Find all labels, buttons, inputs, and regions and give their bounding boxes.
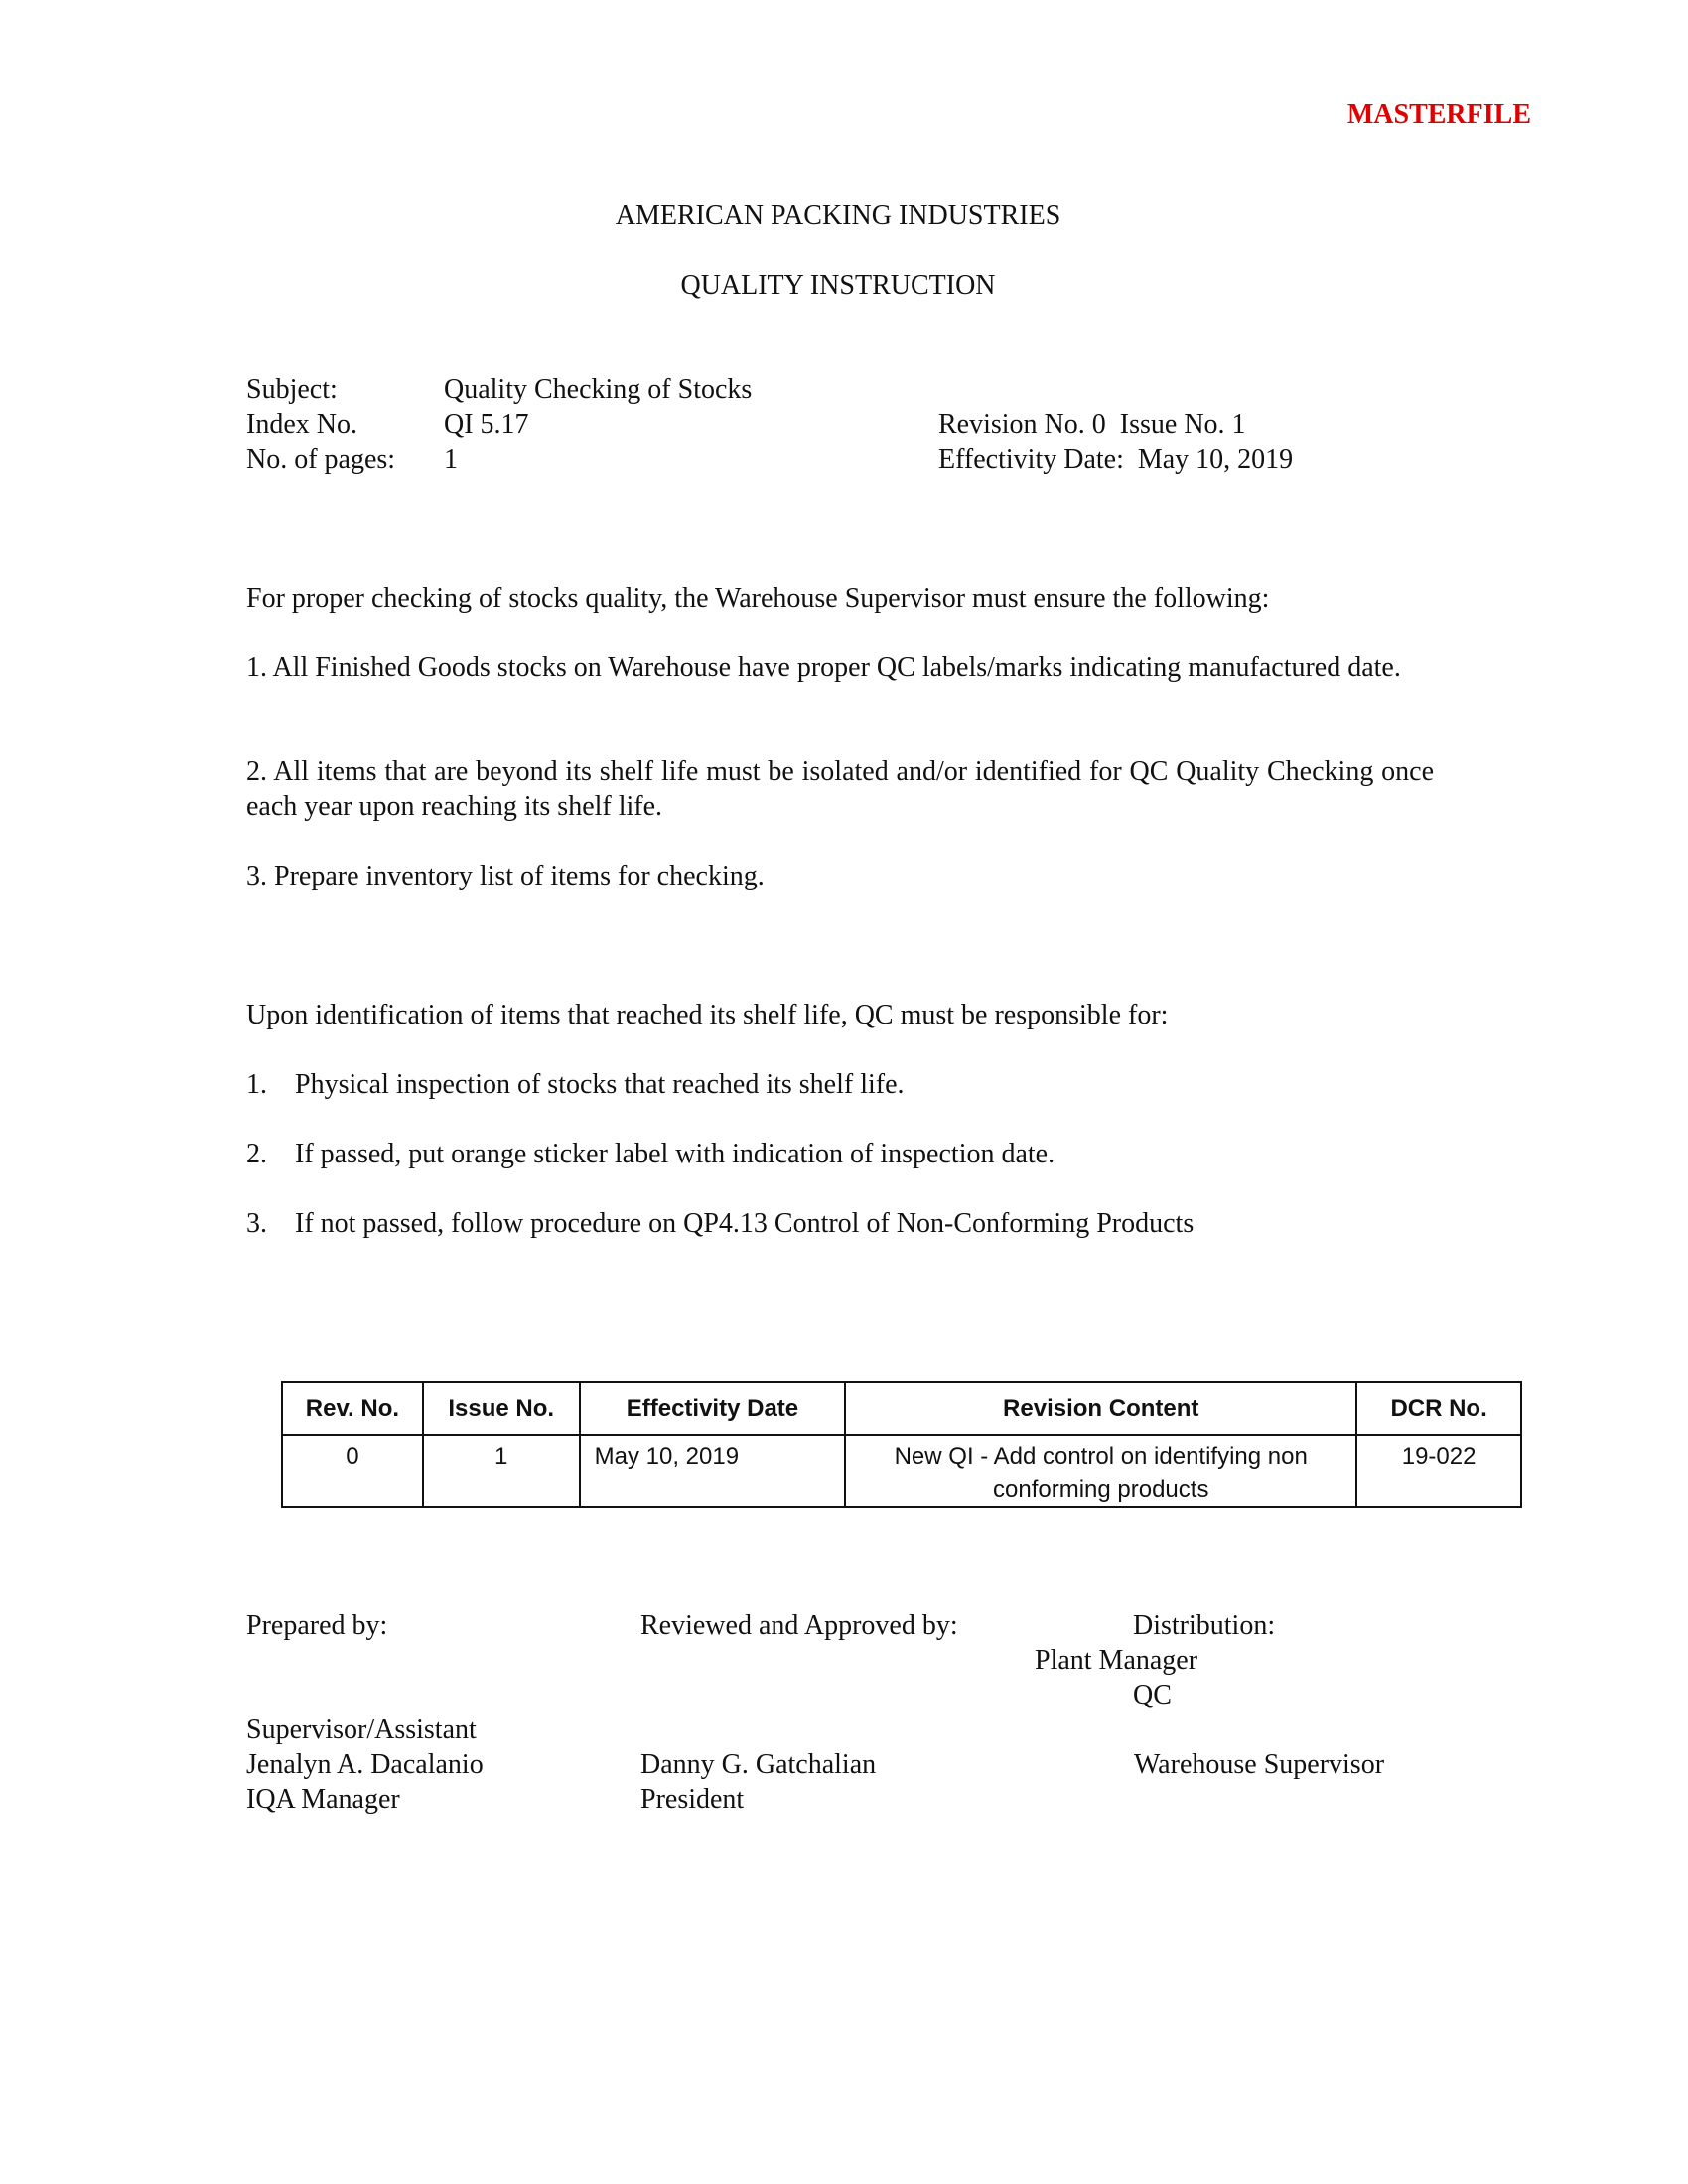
distribution-warehouse-supervisor: Warehouse Supervisor	[1134, 1749, 1385, 1780]
preparer-title: IQA Manager	[246, 1784, 400, 1815]
preparer-role-line: Supervisor/Assistant	[246, 1714, 477, 1745]
section1-intro: For proper checking of stocks quality, the Warehouse Supervisor must ensure the following:	[246, 583, 1270, 614]
section1-item-1: 1. All Finished Goods stocks on Warehouse have proper QC labels/marks indicating manufactured date.	[246, 652, 1401, 683]
pages-value: 1	[444, 444, 458, 475]
effectivity-date: Effectivity Date: May 10, 2019	[938, 444, 1294, 475]
section2-item-3-text: If not passed, follow procedure on QP4.13 Control of Non-Conforming Products	[295, 1208, 1195, 1239]
section1-item-2: 2. All items that are beyond its shelf life must be isolated and/or identified for QC Quality Checking once each year upon reaching its shelf life.	[246, 756, 1434, 822]
company-name: AMERICAN PACKING INDUSTRIES	[615, 201, 1061, 231]
reviewed-by-label: Reviewed and Approved by:	[640, 1610, 958, 1641]
cell-revision-content: New QI - Add control on identifying non conforming products	[845, 1435, 1356, 1507]
cell-effectivity-date: May 10, 2019	[580, 1435, 846, 1507]
revision-issue: Revision No. 0 Issue No. 1	[938, 409, 1246, 440]
approver-title: President	[640, 1784, 745, 1815]
index-label: Index No.	[246, 409, 357, 440]
prepared-by-label: Prepared by:	[246, 1610, 388, 1641]
distribution-label: Distribution:	[1133, 1610, 1276, 1641]
section1-item-3: 3. Prepare inventory list of items for checking.	[246, 861, 765, 891]
preparer-name: Jenalyn A. Dacalanio	[246, 1749, 484, 1780]
cell-issue-no: 1	[423, 1435, 580, 1507]
cell-rev-no: 0	[282, 1435, 423, 1507]
index-value: QI 5.17	[444, 409, 529, 440]
section2-item-2-number: 2.	[246, 1139, 267, 1169]
cell-dcr-no: 19-022	[1356, 1435, 1521, 1507]
subject-label: Subject:	[246, 374, 338, 405]
section2-item-2-text: If passed, put orange sticker label with indication of inspection date.	[295, 1139, 1055, 1169]
distribution-qc: QC	[1133, 1680, 1172, 1710]
section2-item-1-text: Physical inspection of stocks that reached its shelf life.	[295, 1069, 905, 1100]
approver-name: Danny G. Gatchalian	[640, 1749, 877, 1780]
header-revision-content: Revision Content	[845, 1382, 1356, 1435]
section2-item-1-number: 1.	[246, 1069, 267, 1100]
distribution-plant-manager: Plant Manager	[1035, 1645, 1198, 1676]
section2-item-3-number: 3.	[246, 1208, 267, 1239]
revision-table-header	[282, 1382, 1521, 1435]
masterfile-stamp: MASTERFILE	[1346, 99, 1531, 130]
revision-table	[281, 1381, 1522, 1508]
header-issue-no: Issue No.	[423, 1382, 580, 1435]
pages-label: No. of pages:	[246, 444, 396, 475]
header-rev-no: Rev. No.	[282, 1382, 423, 1435]
header-effectivity-date: Effectivity Date	[580, 1382, 846, 1435]
subject-value: Quality Checking of Stocks	[444, 374, 753, 405]
section2-intro: Upon identification of items that reached its shelf life, QC must be responsible for:	[246, 1000, 1169, 1030]
table-row	[282, 1435, 1521, 1507]
header-dcr-no: DCR No.	[1356, 1382, 1521, 1435]
document-type: QUALITY INSTRUCTION	[680, 270, 996, 301]
